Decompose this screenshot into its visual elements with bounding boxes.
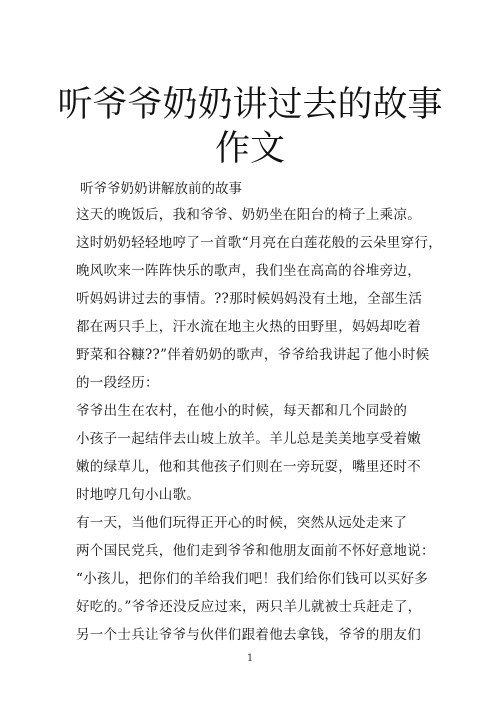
page-number: 1	[246, 653, 254, 664]
body-line: 这天的晚饭后，我和爷爷、奶奶坐在阳台的椅子上乘凉。	[76, 207, 421, 223]
body-line: 听妈妈讲过去的事情。??那时候妈妈没有土地，全部生活	[76, 291, 423, 307]
body-line: 都在两只手上，汗水流在地主火热的田野里，妈妈却吃着	[76, 319, 421, 335]
body-line: 野菜和谷糠??”伴着奶奶的歌声，爷爷给我讲起了他小时候	[76, 347, 430, 363]
body-line: 小孩子一起结伴去山坡上放羊。羊儿总是美美地享受着嫩	[76, 431, 421, 447]
document-subtitle: 听爷爷奶奶讲解放前的故事	[80, 181, 242, 197]
document-title-continued: 作文	[214, 129, 285, 169]
body-line: 爷爷出生在农村，在他小的时候，每天都和几个同龄的	[76, 403, 408, 419]
body-line: 这时奶奶轻轻地哼了一首歌“月亮在白莲花般的云朵里穿行，	[76, 235, 443, 251]
body-line: 时地哼几句小山歌。	[76, 487, 201, 503]
body-line: 的一段经历：	[76, 375, 159, 391]
body-line: 有一天，当他们玩得正开心的时候，突然从远处走来了	[76, 515, 408, 531]
body-line: 另一个士兵让爷爷与伙伴们跟着他去拿钱，爷爷的朋友们	[76, 627, 421, 643]
body-line: 嫩的绿草儿，他和其他孩子们则在一旁玩耍，嘴里还时不	[76, 459, 421, 475]
body-line: “小孩儿，把你们的羊给我们吧！我们给你们钱可以买好多	[76, 571, 429, 587]
document-title: 听爷爷奶奶讲过去的故事	[57, 85, 443, 125]
body-line: 晚风吹来一阵阵快乐的歌声，我们坐在高高的谷堆旁边，	[76, 263, 421, 279]
body-line: 两个国民党兵，他们走到爷爷和他朋友面前不怀好意地说：	[76, 543, 435, 559]
body-line: 好吃的。”爷爷还没反应过来，两只羊儿就被士兵赶走了，	[76, 599, 422, 615]
